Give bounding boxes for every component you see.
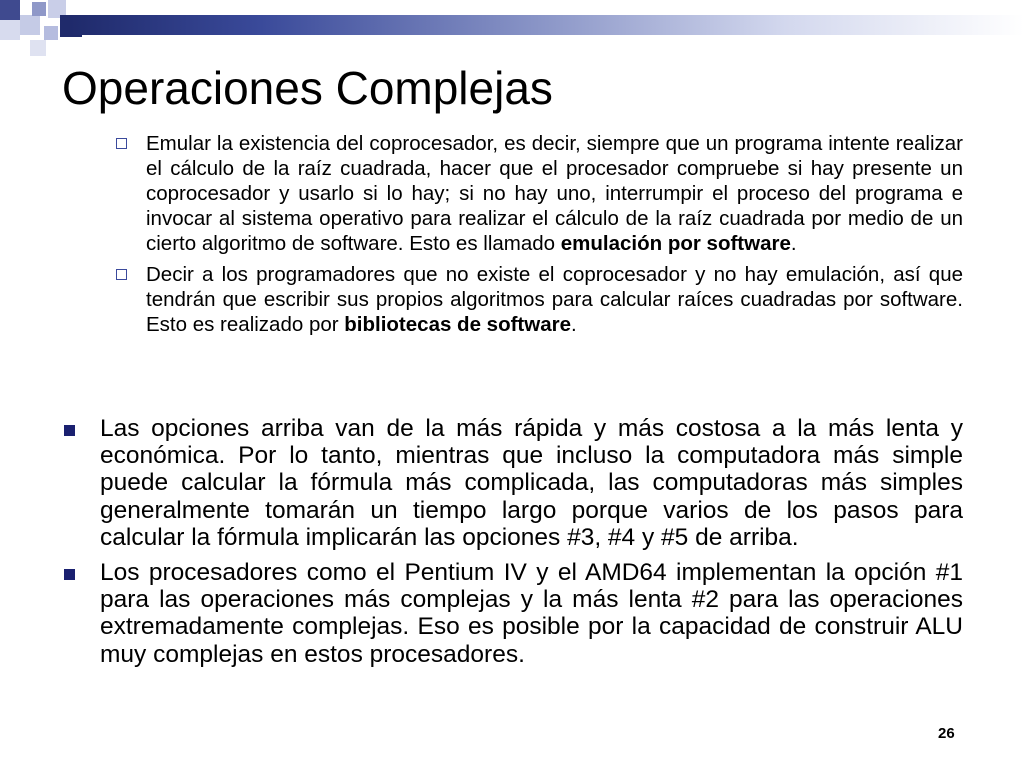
sub-bullet-bold-term: bibliotecas de software <box>344 313 571 336</box>
slide-title: Operaciones Complejas <box>62 62 553 114</box>
sub-bullet-item <box>113 262 963 337</box>
sub-bullet-end: . <box>790 232 797 255</box>
sub-bullet-item <box>113 131 963 256</box>
sub-bullet-text: Decir a los programadores que no existe el coprocesador y no hay emulación, así que tendrán que escribir sus propios algoritmos para calcular raíces cuadradas por software. Esto es realizado por <box>146 263 963 336</box>
main-bullet-text: Las opciones arriba van de la más rápida y más costosa a la más lenta y económica. Por lo tanto, mientras que incluso la computadora más simple puede calcular la fórmula más complicada, las computadoras más simples generalmente tomarán un tiempo largo porque varios de los pasos para calcular la fórmula implicarán las opciones #3, #4 y #5 de arriba. <box>100 415 963 551</box>
main-bullet-text: Los procesadores como el Pentium IV y el AMD64 implementan la opción #1 para las operaciones más complejas y la más lenta #2 para las operaciones extremadamente complejas. Eso es posible por la capacidad de construir ALU muy complejas en estos procesadores. <box>100 559 963 668</box>
page-number: 26 <box>938 725 955 742</box>
filled-square-bullet-icon <box>64 569 75 580</box>
hollow-square-bullet-icon <box>116 269 127 280</box>
sub-bullet-end: . <box>570 313 577 336</box>
main-bullet-list <box>60 415 963 676</box>
header-band <box>70 15 1024 35</box>
main-bullet-item <box>60 415 963 551</box>
sub-bullet-list <box>113 131 963 343</box>
hollow-square-bullet-icon <box>116 138 127 149</box>
sub-bullet-text: Emular la existencia del coprocesador, es decir, siempre que un programa intente realizar el cálculo de la raíz cuadrada, hacer que el procesador compruebe si hay presente un coprocesador y usarlo si lo hay; si no hay uno, interrumpir el proceso del programa e invocar al sistema operativo para realizar el cálculo de la raíz cuadrada por medio de un cierto algoritmo de software. Esto es llamado <box>146 132 963 255</box>
main-bullet-item <box>60 559 963 668</box>
filled-square-bullet-icon <box>64 425 75 436</box>
sub-bullet-bold-term: emulación por software <box>560 232 791 255</box>
